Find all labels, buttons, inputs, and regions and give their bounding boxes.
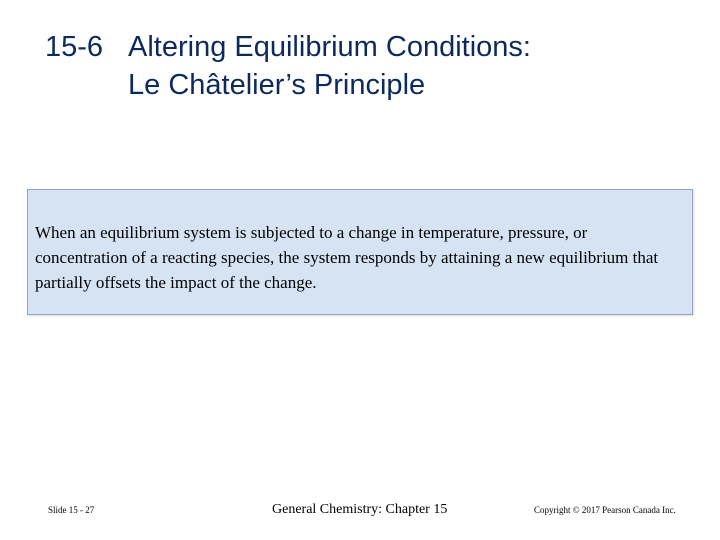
principle-definition-text: When an equilibrium system is subjected to a change in temperature, pressure, or concentration of a reacting species, the system responds by attaining a new equilibrium that partially offsets the impact of the change. — [35, 223, 659, 292]
slide-title — [128, 28, 531, 104]
principle-definition-box — [27, 189, 693, 315]
slide-title-line-2: Le Châtelier’s Principle — [128, 69, 426, 101]
slide-title-line-1: Altering Equilibrium Conditions: — [128, 31, 531, 63]
footer-course-title: General Chemistry: Chapter 15 — [272, 502, 448, 517]
footer-copyright: Copyright © 2017 Pearson Canada Inc. — [534, 505, 676, 515]
footer-slide-number: Slide 15 - 27 — [48, 505, 95, 515]
section-number: 15-6 — [45, 31, 104, 63]
